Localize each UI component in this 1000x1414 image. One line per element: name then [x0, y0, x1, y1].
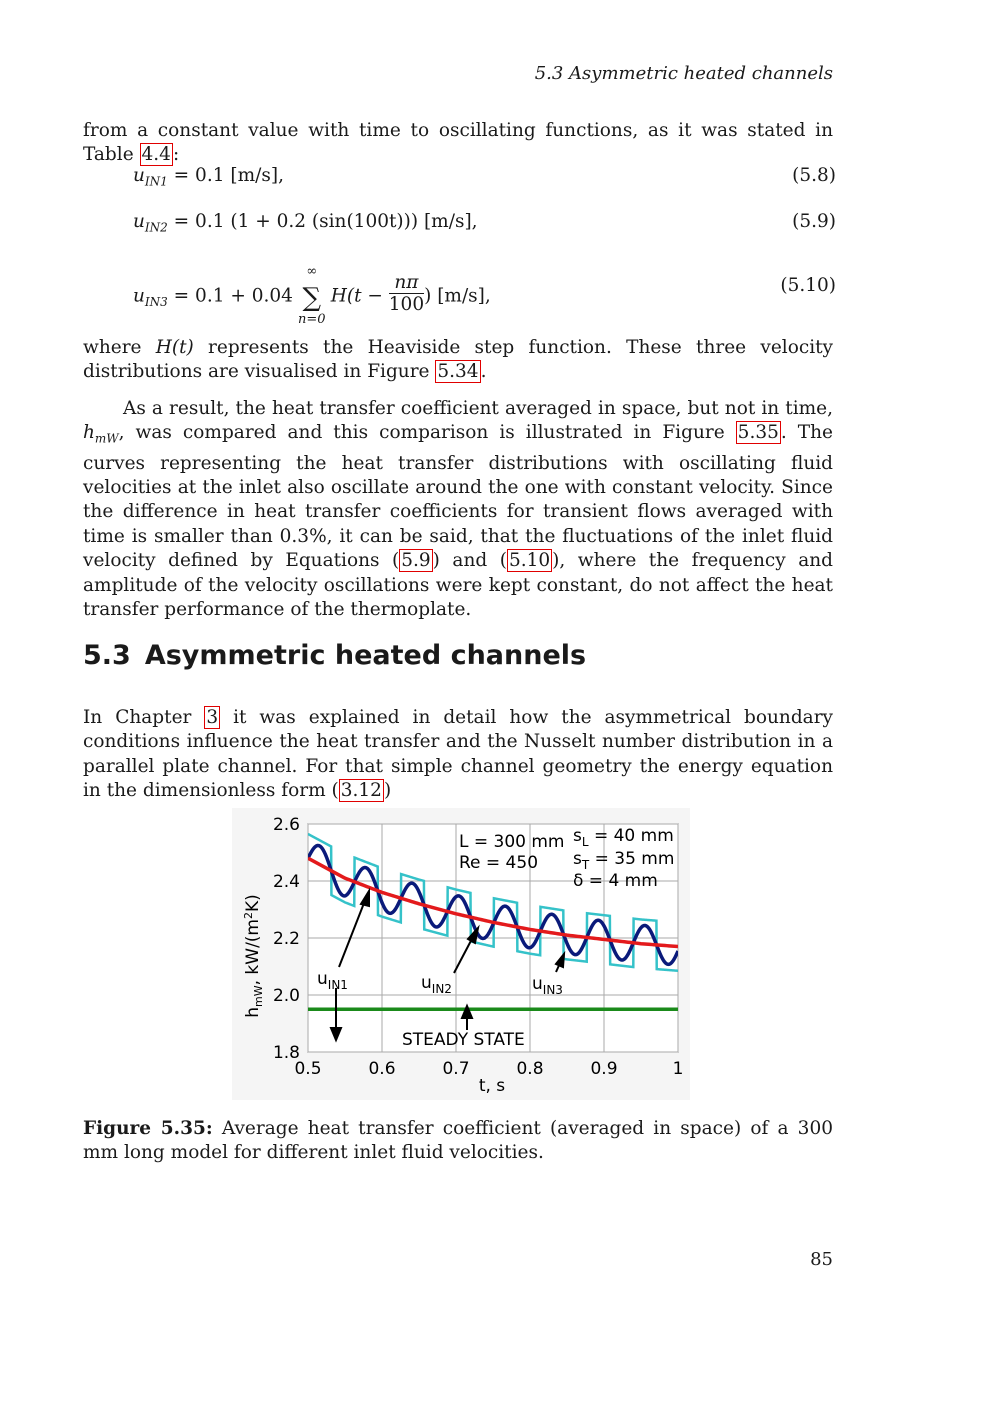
equation-ref-link[interactable]: 5.9 [401, 550, 431, 572]
y-tick-label: 2.2 [272, 929, 300, 949]
paragraph-heaviside: where H(t) represents the Heaviside step function. These three velocity distributions are visualised in Figure 5.34 . [83, 337, 833, 383]
x-tick-label: 0.7 [442, 1059, 470, 1079]
figure-ref-link[interactable]: 5.35 [737, 422, 779, 444]
paragraph-chapter: In Chapter 3 it was explained in detail how the asymmetrical boundary conditions influence the heat transfer and the Nusselt number distribution in a parallel plate channel. For that simple channel geometry the energy equation in the dimensionless form ( 3.12 ) [83, 707, 833, 802]
x-tick-label: 0.8 [516, 1059, 544, 1079]
y-tick-label: 2.6 [272, 815, 300, 835]
param-sl: $s_L = 40$ mm [573, 826, 674, 849]
section-heading: 5.3 Asymmetric heated channels [83, 640, 587, 671]
equation-5-8: $u_{IN1} = 0.1$ [m/s], (5.8) [133, 165, 836, 189]
param-delta: δ = 4 mm [573, 871, 658, 891]
x-tick-label: 1 [672, 1059, 684, 1079]
annotation-uin3: $u_{IN3}$ [532, 974, 563, 997]
y-tick-label: 2.0 [272, 986, 300, 1006]
table-ref-link[interactable]: 4.4 [141, 144, 171, 166]
equation-5-10: $u_{IN3} = 0.1 + 0.04$ ∑ ∞ n=0 H(t − $\frac{n\pi}{100}$ ) [m/s], (5.10) [133, 263, 836, 327]
x-tick-label: 0.9 [590, 1059, 618, 1079]
equation-ref-link[interactable]: 3.12 [340, 780, 382, 802]
x-tick-label: 0.6 [368, 1059, 396, 1079]
running-head: 5.3 Asymmetric heated channels [534, 63, 833, 84]
figure-caption: Figure 5.35: Average heat transfer coefficient (averaged in space) of a 300 mm long model for different inlet fluid velocities. [83, 1118, 833, 1164]
paragraph-result: As a result, the heat transfer coefficient averaged in space, but not in time, $h_{mW}$, was compared and this comparison is illustrated in Figure 5.35 . The curves representing the heat transfer distributions with oscillating fluid velocities at the inlet also oscillate around the one with constant velocity. Since the difference in heat transfer coefficients for transient flows averaged with time is smaller than 0.3%, it can be said, that the fluctuations of the inlet fluid velocity defined by Equations ( 5.9 ) and ( 5.10 ), where the frequency and amplitude of the velocity oscillations were kept constant, do not affect the heat transfer performance of the thermoplate. [83, 398, 833, 620]
annotation-steady-state: STEADY STATE [402, 1030, 525, 1050]
equation-number: (5.9) [792, 211, 836, 232]
param-st: $s_T = 35$ mm [573, 849, 675, 872]
annotation-uin1: $u_{IN1}$ [317, 969, 348, 992]
fraction: $\frac{n\pi}{100}$ [388, 272, 425, 315]
summation-symbol: ∑ ∞ n=0 [298, 263, 326, 327]
page-number: 85 [810, 1249, 833, 1270]
equation-number: (5.10) [780, 275, 836, 296]
annotation-uin2: $u_{IN2}$ [421, 973, 452, 996]
chapter-ref-link[interactable]: 3 [206, 707, 219, 728]
x-tick-label: 0.5 [294, 1059, 322, 1079]
heat-transfer-chart [230, 808, 690, 1108]
y-tick-label: 1.8 [272, 1043, 300, 1063]
equation-number: (5.8) [792, 165, 836, 186]
y-axis-label: $h_{mW}$, $kW/(m^2K)$ [242, 894, 265, 1018]
y-tick-label: 2.4 [272, 872, 300, 892]
equation-5-9: $u_{IN2} = 0.1$ (1 + 0.2 (sin(100t))) [m/s], (5.9) [133, 211, 836, 235]
figure-ref-link[interactable]: 5.34 [437, 361, 479, 383]
x-axis-label: t, s [478, 1076, 506, 1096]
intro-paragraph: from a constant value with time to oscillating functions, as it was stated in Table 4.4 : [83, 120, 833, 166]
param-reynolds: Re = 450 [459, 853, 539, 873]
param-length: L = 300 mm [459, 832, 565, 852]
equation-ref-link[interactable]: 5.10 [508, 550, 551, 572]
